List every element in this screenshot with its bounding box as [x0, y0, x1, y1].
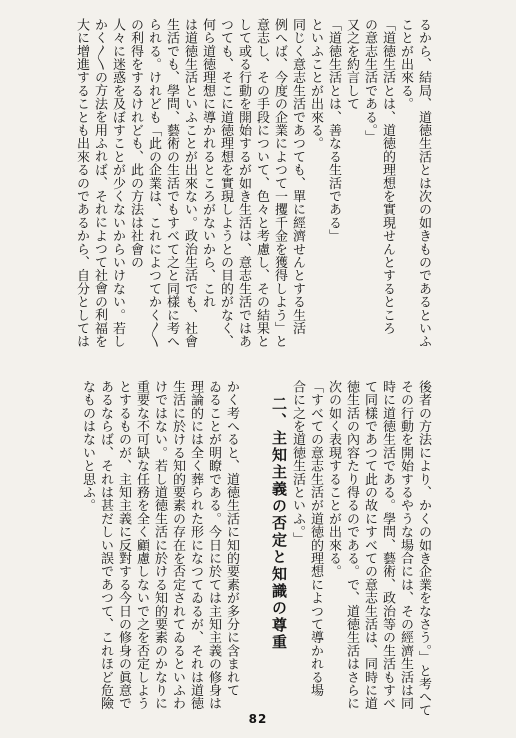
text-line: あるならば、それは甚だしい誤であつて、これほど危險 — [98, 380, 113, 710]
section-heading: 二、主知主義の否定と知識の尊重 — [270, 396, 288, 651]
text-line: 意志し、その手段について、色々と考慮し、その結果と — [254, 18, 269, 348]
text-line: かく考へると、道徳生活に知的要素が多分に含まれて — [224, 380, 239, 697]
text-line: ゐることが明瞭である。今日に於ては主知主義の修身は — [206, 380, 221, 710]
text-line: つても、そこに道徳理想を實現しようとの目的がなく、 — [218, 18, 233, 348]
text-line: とするものが、主知主義に反對する今日の修身の眞意で — [116, 380, 131, 710]
text-line: 人々に迷惑を及ぼすことが少くないからいけない。若し — [110, 18, 125, 348]
upper-text-block — [72, 18, 432, 353]
text-line: 又之を約言して — [344, 18, 359, 111]
text-line: 後者の方法により、かくの如き企業をなさう。」と考へて — [416, 380, 431, 717]
text-line: 例へば、今度の企業によつて一攫千金を獲得しよう」と — [272, 18, 287, 348]
text-line: 重要な不可缺な任務を全く顧慮しないで之を否定しよう — [134, 380, 149, 710]
text-line: 「すべての意志生活が道徳的理想によつて導かれる場 — [308, 380, 323, 697]
text-line: の利得をするけれども、此の方法は社會の — [128, 18, 143, 269]
text-line: 大に增進することも出來るのであるから、自分としては — [74, 18, 89, 348]
text-line: ことが出來る。 — [398, 18, 413, 111]
text-line: けではない。若し道徳生活に於ける知的要素のかなりに — [152, 380, 167, 710]
text-line: 生活に於ける知的要素の存在を否定されてゐるといふわ — [170, 380, 185, 710]
text-line: 「道徳生活とは、道徳的理想を實現せんとするところ — [380, 18, 395, 335]
text-line: るから、結局、道徳生活とは次の如きものであるといふ — [416, 18, 431, 348]
text-line: かく〳〵の方法を用ふれば、それによつて社會の利福を — [92, 18, 107, 348]
text-line: の意志生活である。」 — [362, 18, 377, 144]
text-line: られる。けれども「此の企業は、これによつてかく〳〵 — [146, 18, 161, 348]
text-line: 何ら道徳理想に導かれるところがないから、これ — [200, 18, 215, 309]
text-line: なものはないと思ふ。 — [80, 380, 95, 512]
text-line: て同樣であつて此の故にすべての意志生活は、同時に道 — [362, 380, 377, 710]
text-line: 徳生活の內容たり得るのである。で、道徳生活はさらに — [344, 380, 359, 710]
lower-left-text-block — [78, 380, 240, 710]
text-line: 次の如く表現することが出來る。 — [326, 380, 341, 578]
text-line: 理論的には全く葬られた形になつてゐるが、それは道徳 — [188, 380, 203, 710]
text-line: 生活でも、學問、藝術の生活でもすべて之と同樣に考へ — [164, 18, 179, 348]
text-line: といふことが出來る。 — [308, 18, 323, 150]
text-line: して或る行動を開始するが如き生活は、意志生活ではあ — [236, 18, 251, 348]
text-line: 「道徳生活とは、善なる生活である」 — [326, 18, 341, 243]
text-line: 同じく意志生活であつても、單に經濟せんとする生活 — [290, 18, 305, 335]
text-line: その行動を開始するやうな場合には、その經濟生活は同 — [398, 380, 413, 710]
text-line: 合に之を道徳生活といふ。」 — [290, 380, 305, 546]
page-number: 82 — [248, 712, 268, 726]
text-line: 時に道徳生活である。學問、藝術、政治等の生活もすべ — [380, 380, 395, 710]
lower-right-text-block — [288, 380, 432, 717]
text-line: は道徳生活といふことが出來ない。政治生活でも、社會 — [182, 18, 197, 348]
